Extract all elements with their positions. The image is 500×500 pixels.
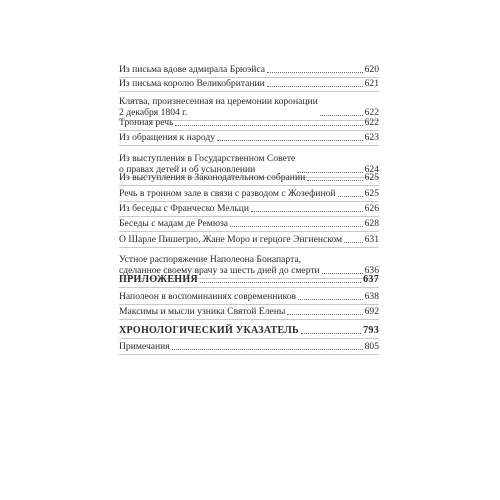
toc-entry-page: 621 bbox=[364, 78, 379, 89]
toc-entry[interactable] bbox=[119, 64, 379, 78]
toc-entry-page: 622 bbox=[364, 117, 379, 128]
toc-entry[interactable] bbox=[119, 306, 379, 320]
toc-entry[interactable] bbox=[119, 172, 379, 186]
entry-divider bbox=[119, 287, 379, 288]
toc-entry-title: Максимы и мысли узника Святой Елены bbox=[119, 306, 286, 317]
dot-leader bbox=[287, 313, 362, 315]
dot-leader bbox=[307, 179, 362, 181]
entry-divider bbox=[119, 130, 379, 131]
dot-leader bbox=[217, 139, 363, 141]
toc-entry-page: 631 bbox=[364, 234, 379, 245]
toc-section-entry[interactable] bbox=[119, 274, 379, 288]
toc-entry-title: Клятва, произнесенная на церемонии коронации 2 декабря 1804 г. bbox=[119, 96, 318, 118]
toc-entry-page: 638 bbox=[364, 291, 379, 302]
toc-entry-page: 637 bbox=[363, 274, 379, 285]
dot-leader bbox=[344, 241, 363, 243]
toc-entry-page: 620 bbox=[364, 64, 379, 75]
toc-entry-title: Из выступления в Законодательном собрании bbox=[119, 172, 306, 183]
entry-divider bbox=[119, 319, 379, 320]
toc-entry[interactable] bbox=[119, 78, 379, 92]
dot-leader bbox=[267, 71, 363, 73]
entry-divider bbox=[119, 231, 379, 232]
toc-entry-page: 628 bbox=[364, 218, 379, 229]
toc-entry[interactable] bbox=[119, 218, 379, 232]
dot-leader bbox=[298, 298, 363, 300]
dot-leader bbox=[338, 195, 363, 197]
toc-entry-title: Беседы с мадам де Ремюза bbox=[119, 218, 229, 229]
toc-entry-title: Речь в тронном зале в связи с разводом с Жозефиной bbox=[119, 188, 336, 199]
toc-entry-page: 625 bbox=[364, 172, 379, 183]
dot-leader bbox=[230, 225, 363, 227]
entry-divider bbox=[119, 91, 379, 92]
toc-entry-page: 805 bbox=[364, 341, 379, 352]
entry-divider bbox=[119, 338, 379, 339]
entry-divider bbox=[119, 216, 379, 217]
toc-entry[interactable] bbox=[119, 132, 379, 146]
toc-entry-page: 626 bbox=[364, 203, 379, 214]
dot-leader bbox=[267, 85, 363, 87]
toc-entry-title: Устное распоряжение Наполеона Бонапарта, сделанное своему врачу за шесть дней до смерти bbox=[119, 254, 320, 276]
dot-leader bbox=[200, 281, 361, 283]
dot-leader bbox=[172, 348, 363, 350]
dot-leader bbox=[175, 124, 362, 126]
toc-entry[interactable] bbox=[119, 341, 379, 355]
toc-entry-title: Из обращения к народу bbox=[119, 132, 216, 143]
entry-divider bbox=[119, 247, 379, 248]
toc-entry-title: ПРИЛОЖЕНИЯ bbox=[119, 274, 198, 285]
toc-entry-title: Наполеон в воспоминаниях современников bbox=[119, 291, 297, 302]
toc-entry-title: Из беседы с Франческо Мельци bbox=[119, 203, 250, 214]
toc-entry[interactable] bbox=[119, 203, 379, 217]
toc-entry[interactable] bbox=[119, 188, 379, 202]
toc-entry[interactable] bbox=[119, 234, 379, 248]
toc-entry-page: 622 bbox=[364, 107, 379, 118]
toc-entry-page: 793 bbox=[363, 325, 379, 336]
entry-divider bbox=[119, 304, 379, 305]
toc-entry-title: Из письма королю Великобритании bbox=[119, 78, 265, 89]
toc-entry[interactable] bbox=[119, 117, 379, 131]
toc-entry-page: 625 bbox=[364, 188, 379, 199]
dot-leader bbox=[301, 332, 361, 334]
toc-entry-title: О Шарле Пишегрю, Жане Моро и герцоге Энгиенском bbox=[119, 234, 343, 245]
toc-section-entry[interactable] bbox=[119, 325, 379, 339]
entry-divider bbox=[119, 145, 379, 146]
toc-entry-title: ХРОНОЛОГИЧЕСКИЙ УКАЗАТЕЛЬ bbox=[119, 325, 299, 336]
toc-entry-page: 623 bbox=[364, 132, 379, 143]
entry-divider bbox=[119, 354, 379, 355]
toc-entry-title: Тронная речь bbox=[119, 117, 174, 128]
toc-entry-title: Примечания bbox=[119, 341, 170, 352]
toc-entry-page: 692 bbox=[364, 306, 379, 317]
entry-divider bbox=[119, 201, 379, 202]
entry-divider bbox=[119, 185, 379, 186]
dot-leader bbox=[251, 210, 363, 212]
toc-entry-page: 624 bbox=[364, 164, 379, 175]
dot-leader bbox=[320, 114, 363, 116]
toc-entry-title: Из письма вдове адмирала Брюэйса bbox=[119, 64, 266, 75]
toc-entry-page: 636 bbox=[364, 265, 379, 276]
toc-entry-title: Из выступления в Государственном Совете о правах детей и об усыновлении bbox=[119, 153, 296, 175]
toc-entry[interactable] bbox=[119, 291, 379, 305]
